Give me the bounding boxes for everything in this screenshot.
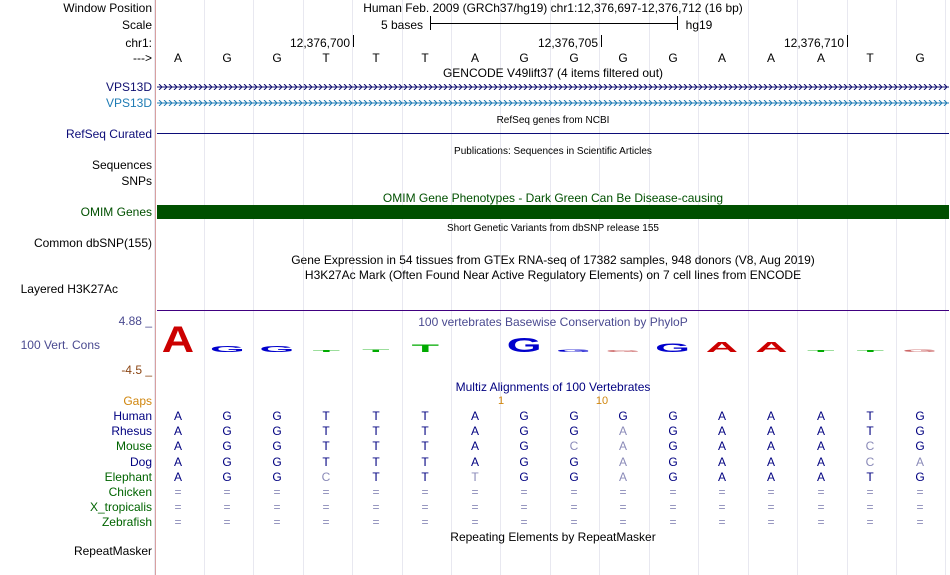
scale-assembly: hg19 <box>685 18 713 32</box>
alignment-base: G <box>915 424 925 439</box>
alignment-base: A <box>717 454 726 469</box>
alignment-base: A <box>470 439 479 454</box>
logo-glyph: T <box>411 342 439 355</box>
label-chr: chr1: <box>125 36 152 50</box>
alignment-base: G <box>569 409 579 423</box>
alignment-base: G <box>668 454 678 469</box>
alignment-base: = <box>570 515 578 530</box>
alignment-base: = <box>174 500 182 515</box>
alignment-base: T <box>421 469 429 484</box>
alignment-base: A <box>470 424 479 439</box>
alignment-base: = <box>669 515 677 530</box>
logo-glyph: G <box>902 348 938 353</box>
base-letter: T <box>421 51 429 65</box>
alignment-base: = <box>866 515 874 530</box>
alignment-base: A <box>618 454 627 469</box>
track-label-vps13d-1[interactable]: VPS13D <box>105 80 152 94</box>
alignment-base: G <box>222 424 232 439</box>
alignment-base: = <box>916 500 924 515</box>
coord-label-3: 12,376,710 <box>783 36 845 50</box>
alignment-base: G <box>668 439 678 454</box>
conservation-logo <box>155 322 950 372</box>
alignment-base: = <box>619 485 627 499</box>
position-text: Human Feb. 2009 (GRCh37/hg19) chr1:12,376,697-12,376,712 (16 bp) <box>363 1 743 15</box>
track-title-publications: Publications: Sequences in Scientific Articles <box>454 146 652 157</box>
gridline <box>154 0 155 575</box>
alignment-base: A <box>173 439 182 454</box>
alignment-base: G <box>569 469 579 484</box>
alignment-base: A <box>766 424 775 439</box>
alignment-base: = <box>520 485 528 499</box>
alignment-base: T <box>421 454 429 469</box>
alignment-base: G <box>618 409 628 423</box>
track-label-gaps: Gaps <box>123 394 152 408</box>
alignment-base: G <box>915 439 925 454</box>
base-letter: G <box>272 51 282 65</box>
alignment-base: T <box>322 424 330 439</box>
logo-glyph: T <box>807 349 835 353</box>
logo-glyph: T <box>856 349 884 353</box>
logo-glyph: G <box>259 344 295 354</box>
alignment-base: G <box>915 469 925 484</box>
base-letter: A <box>173 51 182 65</box>
alignment-base: = <box>817 500 825 515</box>
alignment-base: = <box>322 500 330 515</box>
logo-glyph: A <box>705 339 739 356</box>
omim-gene-bar[interactable] <box>157 205 949 219</box>
alignment-base: G <box>668 424 678 439</box>
alignment-base: = <box>817 485 825 499</box>
alignment-base: A <box>816 409 825 423</box>
track-title-repeatmasker: Repeating Elements by RepeatMasker <box>450 530 656 544</box>
species-label: Dog <box>129 454 152 469</box>
gaps-mark-1: 1 <box>497 395 505 407</box>
alignment-base: A <box>173 469 182 484</box>
alignment-base: T <box>421 409 429 423</box>
logo-glyph: T <box>362 348 390 353</box>
alignment-base: = <box>619 500 627 515</box>
alignment-base: T <box>322 439 330 454</box>
alignment-base: = <box>718 500 726 515</box>
alignment-base: = <box>570 500 578 515</box>
alignment-base: = <box>916 515 924 530</box>
alignment-base: C <box>865 454 875 469</box>
base-letter: G <box>519 51 529 65</box>
alignment-base: C <box>865 439 875 454</box>
coord-label-2: 12,376,705 <box>537 36 599 50</box>
alignment-base: = <box>372 515 380 530</box>
base-letter: G <box>569 51 579 65</box>
base-letter: G <box>668 51 678 65</box>
alignment-base: A <box>173 454 182 469</box>
alignment-base: T <box>421 424 429 439</box>
alignment-base: A <box>816 439 825 454</box>
alignment-base: G <box>222 469 232 484</box>
alignment-base: T <box>372 454 380 469</box>
alignment-base: = <box>767 515 775 530</box>
alignment-base: A <box>470 409 479 423</box>
alignment-base: = <box>223 485 231 499</box>
alignment-base: T <box>421 439 429 454</box>
alignment-base: A <box>816 424 825 439</box>
gaps-mark-10: 10 <box>595 395 609 407</box>
alignment-base: = <box>718 515 726 530</box>
alignment-base: T <box>471 469 479 484</box>
label-window-position: Window Position <box>63 1 152 15</box>
alignment-base: C <box>569 439 579 454</box>
track-label-omim[interactable]: OMIM Genes <box>80 205 152 219</box>
alignment-base: = <box>174 515 182 530</box>
alignment-base: G <box>519 454 529 469</box>
track-title-refseq: RefSeq genes from NCBI <box>496 115 610 126</box>
track-title-gencode: GENCODE V49lift37 (4 items filtered out) <box>442 66 664 80</box>
alignment-base: A <box>618 469 627 484</box>
alignment-base: T <box>372 469 380 484</box>
alignment-base: = <box>421 500 429 515</box>
track-title-gtex: Gene Expression in 54 tissues from GTEx RNA-seq of 17382 samples, 948 donors (V8, Aug 2019) <box>291 253 815 267</box>
alignment-base: = <box>718 485 726 499</box>
alignment-base: G <box>272 409 282 423</box>
track-title-omim: OMIM Gene Phenotypes - Dark Green Can Be Disease-causing <box>382 191 724 205</box>
alignment-base: A <box>816 469 825 484</box>
logo-glyph: A <box>161 322 195 361</box>
base-letter: A <box>470 51 479 65</box>
species-label: Rhesus <box>111 424 152 439</box>
alignment-base: C <box>321 469 331 484</box>
alignment-base: = <box>570 485 578 499</box>
base-letter: G <box>618 51 628 65</box>
gene-track-vps13d-2[interactable] <box>157 100 949 106</box>
alignment-base: = <box>866 500 874 515</box>
alignment-base: T <box>322 454 330 469</box>
alignment-base: = <box>916 485 924 499</box>
alignment-base: = <box>273 500 281 515</box>
alignment-base: G <box>519 469 529 484</box>
alignment-base: = <box>174 485 182 499</box>
alignment-base: G <box>222 439 232 454</box>
track-label-layered-h3k27ac[interactable]: Layered H3K27Ac <box>20 282 118 296</box>
alignment-base: = <box>619 515 627 530</box>
track-label-repeatmasker[interactable]: RepeatMasker <box>73 544 152 558</box>
alignment-base: G <box>569 454 579 469</box>
scale-text: 5 bases <box>380 18 424 32</box>
alignment-base: A <box>717 439 726 454</box>
alignment-base: A <box>717 409 726 423</box>
alignment-base: = <box>471 500 479 515</box>
alignment-base: T <box>866 424 874 439</box>
alignment-base: = <box>421 485 429 499</box>
species-label: Human <box>113 409 152 423</box>
alignment-base: A <box>173 424 182 439</box>
alignment-base: G <box>222 454 232 469</box>
alignment-base: = <box>273 485 281 499</box>
alignment-base: A <box>766 469 775 484</box>
alignment-base: = <box>520 500 528 515</box>
alignment-base: A <box>717 469 726 484</box>
alignment-base: G <box>668 409 678 423</box>
track-title-conservation: 100 vertebrates Basewise Conservation by PhyloP <box>418 315 688 329</box>
track-label-snps[interactable]: SNPs <box>121 174 152 188</box>
track-label-refseq[interactable]: RefSeq Curated <box>65 127 152 141</box>
alignment-base: G <box>272 439 282 454</box>
label-scale: Scale <box>121 18 152 32</box>
alignment-base: G <box>915 409 925 423</box>
alignment-base: G <box>519 409 529 423</box>
alignment-base: = <box>866 485 874 499</box>
base-letter: A <box>717 51 726 65</box>
alignment-base: = <box>767 485 775 499</box>
alignment-base: T <box>322 409 330 423</box>
alignment-base: A <box>470 454 479 469</box>
label-strand-arrow: ---> <box>133 51 152 65</box>
track-label-common-dbsnp[interactable]: Common dbSNP(155) <box>33 236 152 250</box>
species-label: Zebrafish <box>101 515 152 530</box>
alignment-base: = <box>273 515 281 530</box>
base-letter: A <box>816 51 825 65</box>
alignment-base: G <box>668 469 678 484</box>
alignment-base: A <box>717 424 726 439</box>
alignment-base: = <box>223 515 231 530</box>
alignment-base: A <box>915 454 924 469</box>
alignment-base: G <box>272 424 282 439</box>
track-label-sequences[interactable]: Sequences <box>91 158 152 172</box>
alignment-base: G <box>272 469 282 484</box>
alignment-base: = <box>372 485 380 499</box>
alignment-base: A <box>766 439 775 454</box>
alignment-base: = <box>817 515 825 530</box>
cons-axis-min: -4.5 _ <box>121 363 152 377</box>
base-letter: T <box>372 51 380 65</box>
track-title-snp: Short Genetic Variants from dbSNP release 155 <box>447 223 659 234</box>
alignment-base: = <box>322 485 330 499</box>
base-letter: G <box>222 51 232 65</box>
base-letter: G <box>915 51 925 65</box>
species-label: Mouse <box>115 439 152 454</box>
alignment-base: A <box>618 424 627 439</box>
alignment-base: G <box>272 454 282 469</box>
alignment-base: T <box>866 409 874 423</box>
alignment-base: T <box>372 439 380 454</box>
base-letter: A <box>766 51 775 65</box>
h3k27ac-signal-line <box>157 310 949 311</box>
track-label-vps13d-2[interactable]: VPS13D <box>105 96 152 110</box>
alignment-base: G <box>222 409 232 423</box>
coord-label-1: 12,376,700 <box>289 36 351 50</box>
alignment-base: = <box>669 485 677 499</box>
alignment-base: A <box>816 454 825 469</box>
logo-glyph: G <box>655 340 690 355</box>
alignment-base: = <box>372 500 380 515</box>
logo-glyph: G <box>556 348 592 353</box>
alignment-base: = <box>767 500 775 515</box>
alignment-base: T <box>372 409 380 423</box>
species-label: Chicken <box>108 485 152 499</box>
alignment-base: A <box>766 409 775 423</box>
gene-track-vps13d-1[interactable] <box>157 84 949 90</box>
alignment-base: G <box>519 424 529 439</box>
alignment-base: = <box>471 515 479 530</box>
refseq-gene-line[interactable] <box>157 133 949 134</box>
track-title-h3k27ac: H3K27Ac Mark (Often Found Near Active Regulatory Elements) on 7 cell lines from ENCODE <box>304 268 802 282</box>
alignment-base: T <box>372 424 380 439</box>
logo-glyph: G <box>210 344 245 354</box>
alignment-base: = <box>669 500 677 515</box>
alignment-base: G <box>569 424 579 439</box>
alignment-base: G <box>519 439 529 454</box>
alignment-base: T <box>866 469 874 484</box>
alignment-base: A <box>173 409 182 423</box>
species-label: X_tropicalis <box>89 500 152 515</box>
alignment-base: = <box>520 515 528 530</box>
alignment-base: = <box>223 500 231 515</box>
alignment-base: A <box>618 439 627 454</box>
alignment-base: A <box>766 454 775 469</box>
alignment-base: = <box>421 515 429 530</box>
cons-axis-max: 4.88 _ <box>118 314 152 328</box>
track-label-vert-cons[interactable]: 100 Vert. Cons <box>20 338 100 352</box>
alignment-base: = <box>471 485 479 499</box>
base-letter: T <box>866 51 874 65</box>
logo-glyph: T <box>312 349 341 353</box>
species-label: Elephant <box>104 469 152 484</box>
logo-glyph: G <box>506 334 542 357</box>
logo-glyph: G <box>605 349 641 353</box>
label-divider <box>155 0 156 575</box>
alignment-base: = <box>322 515 330 530</box>
base-letter: T <box>322 51 330 65</box>
track-title-multiz: Multiz Alignments of 100 Vertebrates <box>455 380 651 394</box>
logo-glyph: A <box>755 339 788 356</box>
